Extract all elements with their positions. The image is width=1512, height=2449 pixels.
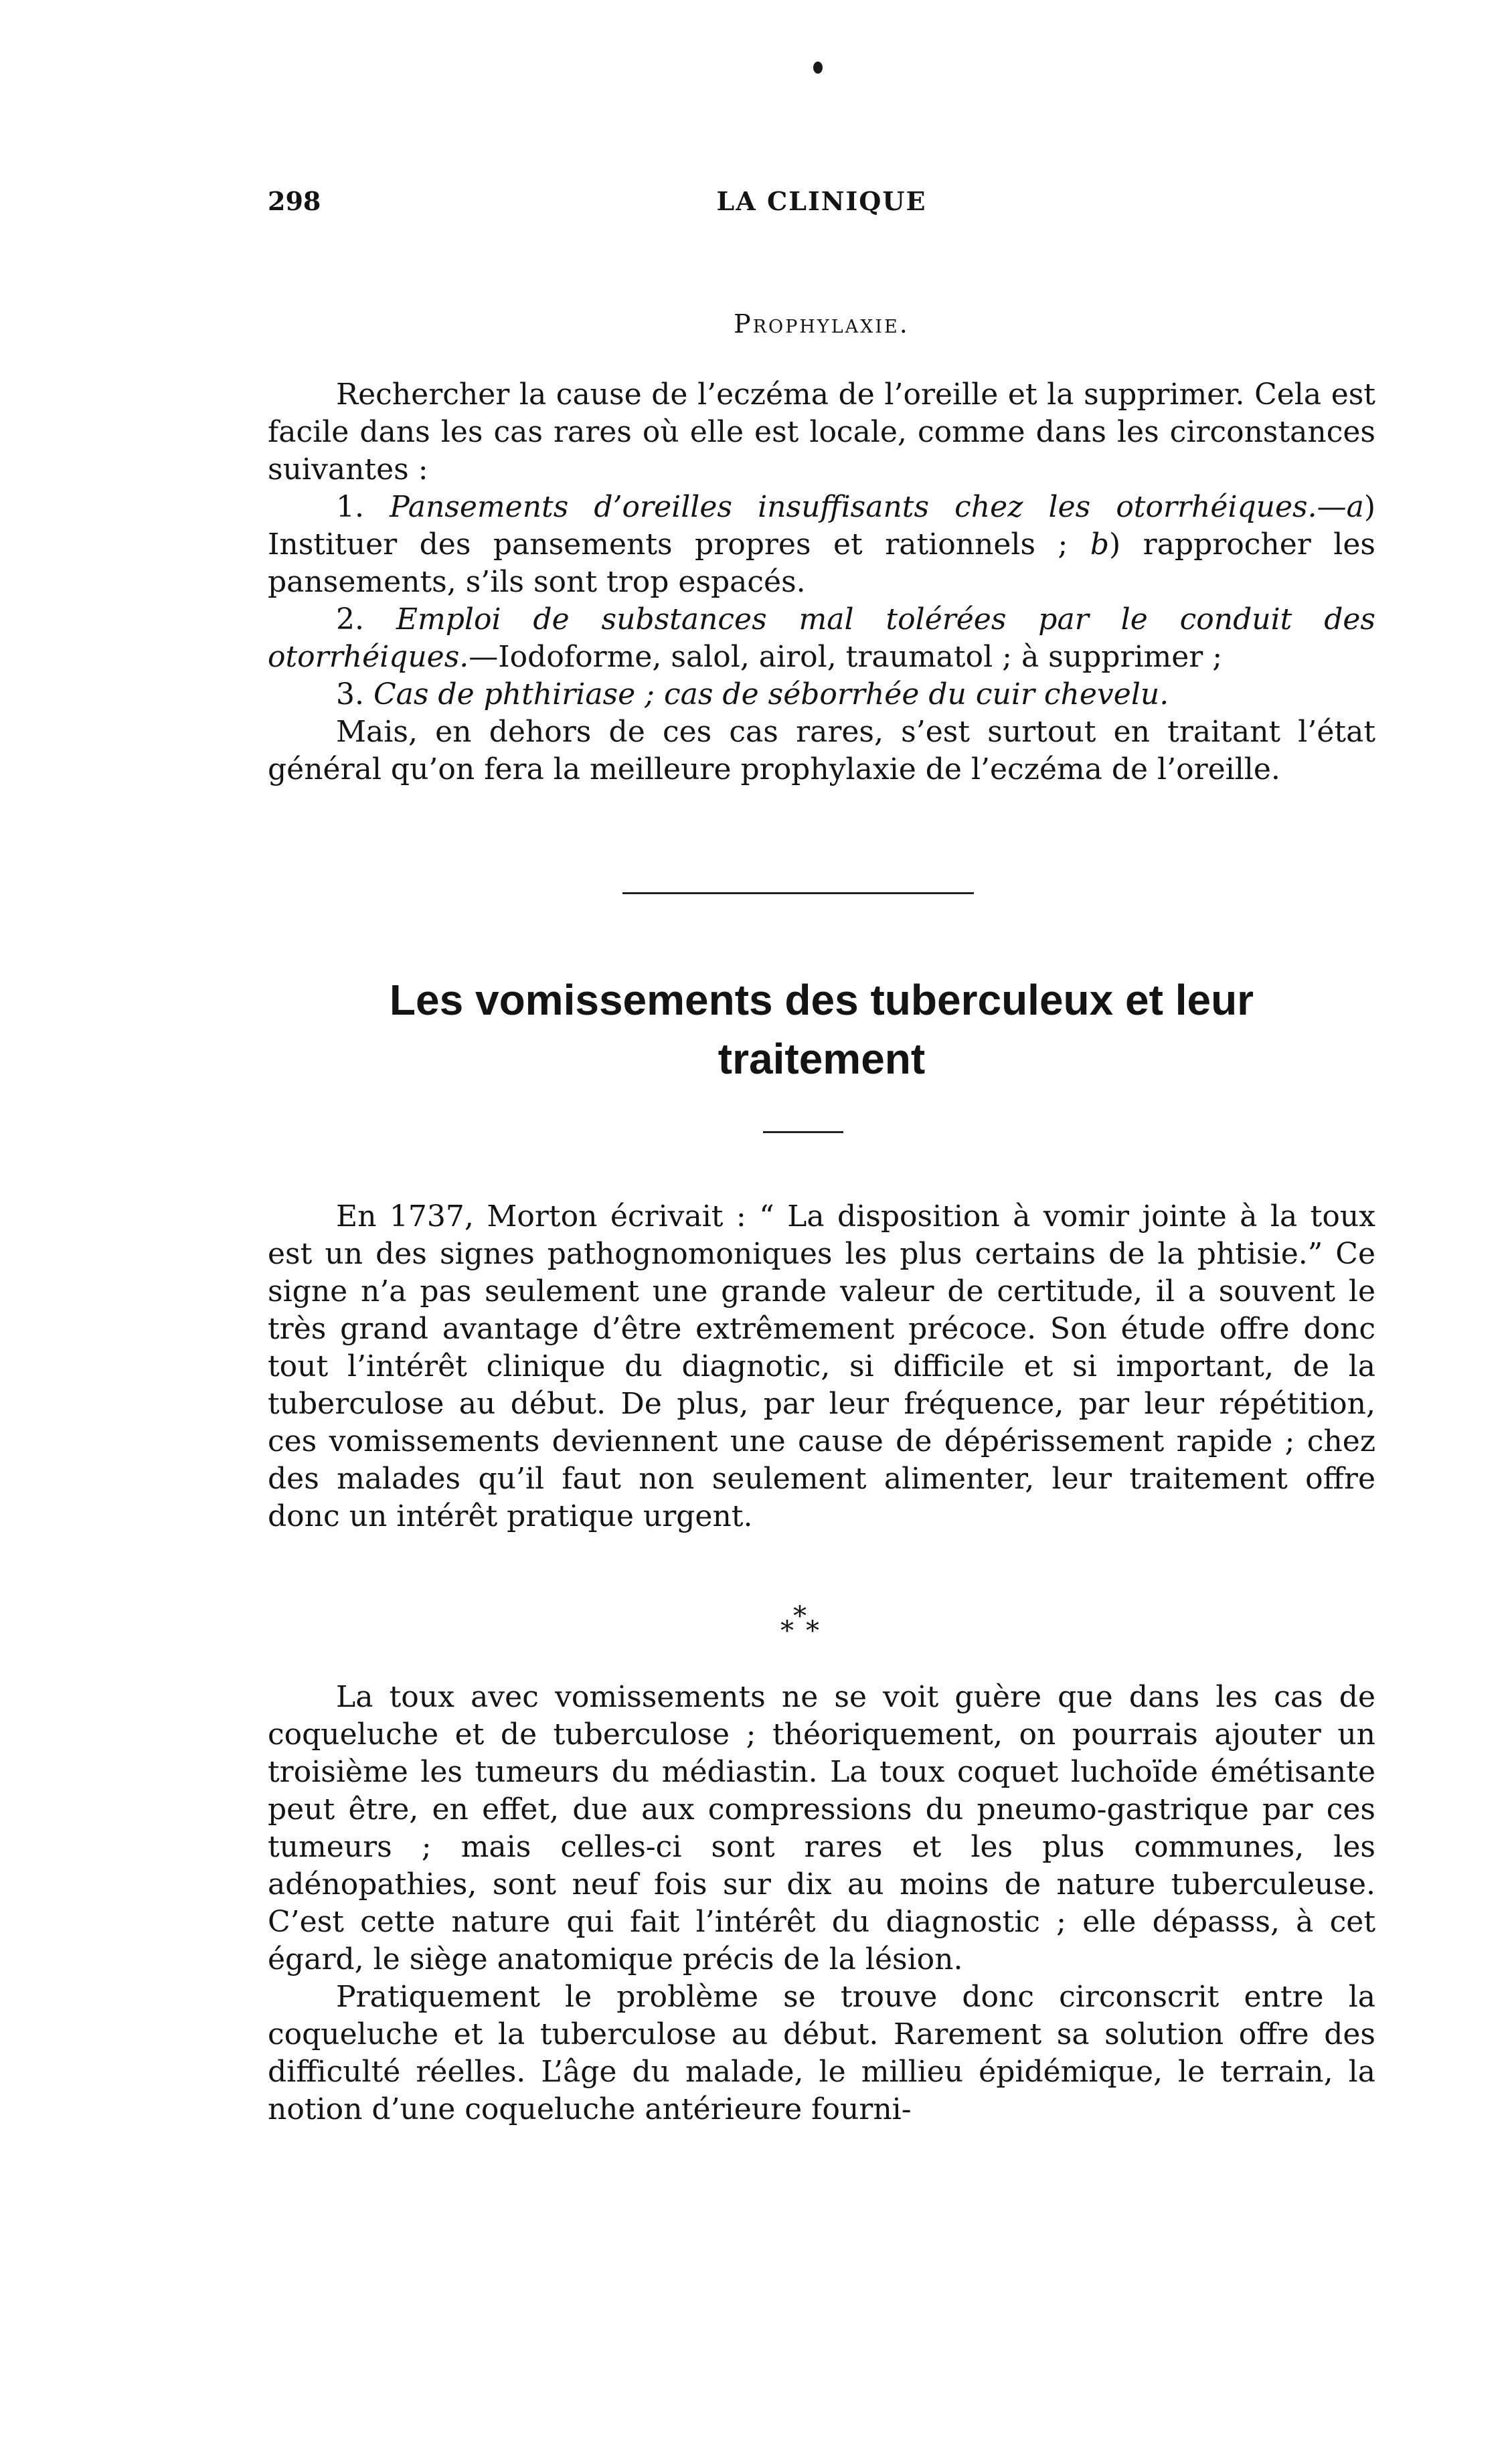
prophylaxie-body [268, 376, 1375, 788]
list-item-title: Pansements d’oreilles insuffisants chez les otorrhéiques.— [390, 490, 1347, 524]
paragraph: Mais, en dehors de ces cas rares, s’est surtout en traitant l’état général qu’on fera la meilleure prophylaxie de l’eczéma de l’oreille. [268, 715, 1375, 786]
ink-speck [813, 62, 823, 74]
paragraph: La toux avec vomissements ne se voit guère que dans les cas de coqueluche et de tuberculose ; théoriquement, on pourrais ajouter un troisième les tumeurs du médiastin. La toux coquet luchoïde émétisante peut être, en effet, due aux compressions du pneumo-gastrique par ces tumeurs ; mais celles-ci sont rares et les plus communes, les adénopathies, sont neuf fois sur dix au moins de nature tuberculeuse. C’est cette nature qui fait l’intérêt du diagnostic ; elle dépasss, à cet égard, le siège anatomique précis de la lésion. [268, 1680, 1375, 1976]
list-item-text: ) Instituer des pansements propres et rationnels ; [268, 490, 1376, 562]
list-item-text: —Iodoforme, salol, airol, traumatol ; à supprimer ; [469, 640, 1223, 674]
paragraph: Pratiquement le problème se trouve donc circonscrit entre la coqueluche et la tuberculose au début. Rarement sa solution offre des difficulté réelles. L’âge du malade, le millieu épidémique, le terrain, la notion d’une coqueluche antérieure fourni- [268, 1980, 1375, 2126]
section-divider [622, 892, 974, 894]
article-intro [268, 1198, 1375, 1535]
list-item-3 [268, 676, 1375, 713]
page-number: 298 [268, 186, 321, 216]
asterisk: * [780, 1616, 794, 1646]
list-item-2 [268, 601, 1375, 676]
list-item-number: 1. [336, 490, 390, 524]
paragraph: Rechercher la cause de l’eczéma de l’oreille et la supprimer. Cela est facile dans les cas rares où elle est locale, comme dans les circonstances suivantes : [268, 377, 1375, 487]
paragraph: En 1737, Morton écrivait : “ La disposition à vomir jointe à la toux est un des signes pathognomoniques les plus certains de la phtisie.” Ce signe n’a pas seulement une grande valeur de certitude, il a souvent le très grand avantage d’être extrêmement précoce. Son étude offre donc tout l’intérêt clinique du diagnotic, si difficile et si important, de la tuberculose au début. De plus, par leur fréquence, par leur répétition, ces vomissements deviennent une cause de dépérissement rapide ; chez des malades qu’il faut non seulement alimenter, leur traitement offre donc un intérêt pratique urgent. [268, 1199, 1375, 1533]
list-item-title: Cas de phthiriase ; cas de séborrhée du cuir chevelu. [373, 677, 1169, 711]
asterisk: * [793, 1601, 807, 1632]
asterisk: * [806, 1616, 819, 1646]
list-item-1 [268, 489, 1375, 601]
list-item-number: 3. [336, 677, 373, 711]
section-heading-prophylaxie: Prophylaxie. [734, 309, 910, 339]
list-marker-a: a [1346, 490, 1364, 524]
list-item-title: Emploi de substances mal tolérées par le conduit des otorrhéiques. [268, 602, 1376, 674]
asterism [763, 1601, 843, 1648]
article-title-line: Les vomissements des tuberculeux et leur [389, 976, 1254, 1024]
list-item-text: ) rapprocher les pansements, s’ils sont trop espacés. [268, 527, 1375, 599]
title-divider [763, 1131, 843, 1133]
article-title-line: traitement [718, 1035, 926, 1083]
running-title: LA CLINIQUE [716, 186, 927, 216]
list-marker-b: b [1090, 527, 1110, 562]
list-item-number: 2. [336, 602, 396, 637]
article-title [268, 970, 1375, 1088]
article-body [268, 1679, 1375, 2128]
page-header [268, 186, 1375, 226]
